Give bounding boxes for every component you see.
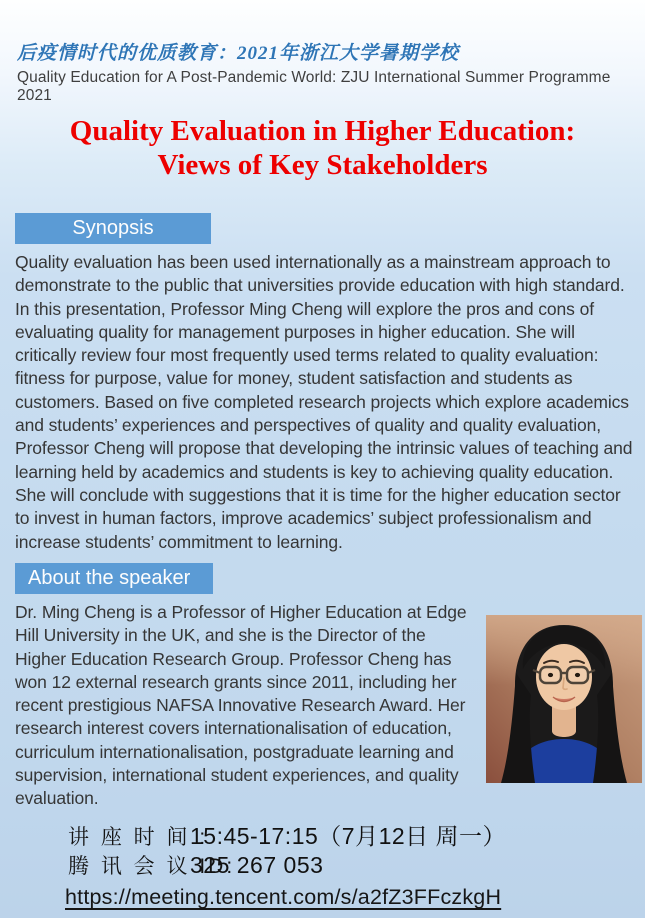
speaker-portrait-illustration bbox=[486, 615, 642, 783]
lecture-title-line1: Quality Evaluation in Higher Education: bbox=[69, 115, 576, 147]
lecture-time-label: 讲 座 时 间 : bbox=[68, 826, 209, 849]
synopsis-paragraph: Quality evaluation has been used internationally as a mainstream approach to demonstrate to the public that universities provide education with high standard. In this presentation, Professor Ming Cheng will explore the pros and cons of evaluating quality for management purposes in higher education. She will critically review four most frequently used terms related to quality evaluation: fitness for purpose, value for money, student satisfaction and students as customers. Based on five completed research projects which explore academics and students’ experiences and perspectives of quality and quality evaluation, Professor Cheng will propose that developing the intrinsic values of teaching and learning held by academics and students is key to achieving quality education. She will conclude with suggestions that it is time for the higher education sector to invest in human factors, improve academics’ subject professionalism and increase students’ commitment to learning. bbox=[15, 252, 633, 552]
synopsis-heading: Synopsis bbox=[15, 213, 211, 244]
speaker-bio-paragraph: Dr. Ming Cheng is a Professor of Higher Education at Edge Hill University in the UK, and she is the Director of the Higher Education Research Group. Professor Cheng has won 12 external research grants since 2011, including her recent prestigious NAFSA Innovative Research Award. Her research interest covers internationalisation of education, curriculum internationalisation, postgraduate learning and supervision, international student experiences, and quality evaluation. bbox=[15, 602, 467, 809]
meeting-info bbox=[65, 818, 608, 910]
meeting-link-row bbox=[65, 885, 608, 910]
meeting-id-value: 325 267 053 bbox=[190, 852, 324, 878]
lecture-title bbox=[0, 114, 645, 182]
poster-header bbox=[17, 38, 632, 105]
meeting-id-label: 腾 讯 会 议 ID: bbox=[68, 855, 236, 878]
lecture-title-line2: Views of Key Stakeholders bbox=[157, 149, 488, 181]
speaker-photo bbox=[486, 615, 642, 783]
lecture-time-value: 15:45-17:15（7月12日 周一） bbox=[190, 823, 507, 849]
lecture-time-row bbox=[68, 818, 608, 850]
programme-title-english: Quality Education for A Post-Pandemic World: ZJU International Summer Programme 2021 bbox=[17, 69, 611, 104]
programme-title-chinese: 后疫情时代的优质教育：2021年浙江大学暑期学校 bbox=[17, 43, 460, 64]
meeting-link[interactable]: https://meeting.tencent.com/s/a2fZ3FFczkgH bbox=[65, 885, 502, 909]
meeting-id-row bbox=[68, 850, 608, 882]
about-speaker-heading: About the speaker bbox=[15, 563, 213, 594]
